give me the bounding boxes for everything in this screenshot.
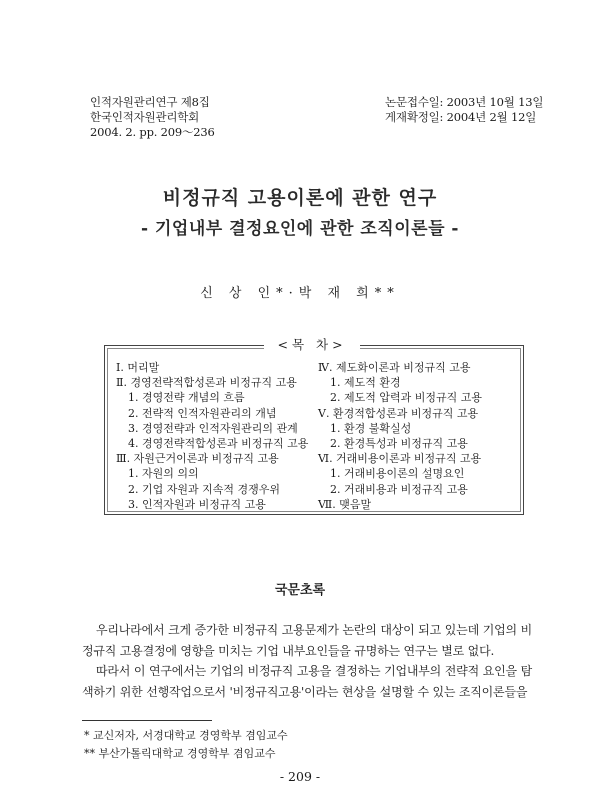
footnote-2: ** 부산가톨릭대학교 경영학부 겸임교수	[84, 747, 276, 760]
toc-item: 3. 인적자원과 비정규직 고용	[128, 497, 266, 511]
toc-item: 2. 환경특성과 비정규직 고용	[330, 437, 468, 451]
abstract-paragraph-2: 따라서 이 연구에서는 기업의 비정규직 고용을 결정하는 기업내부의 전략적 요인을 탐색하기 위한 선행작업으로서 '비정규직고용'이라는 현상을 설명할 수 있는 조직이론들을	[82, 664, 532, 699]
toc-item: 2. 제도적 압력과 비정규직 고용	[330, 391, 482, 405]
toc-item: 2. 전략적 인적자원관리의 개념	[128, 406, 277, 420]
paper-title: 비정규직 고용이론에 관한 연구	[162, 187, 438, 209]
toc-item: 2. 거래비용과 비정규직 고용	[330, 482, 468, 496]
issue-pages: 2004. 2. pp. 209～236	[90, 125, 215, 139]
toc-item: Ⅲ. 자원근거이론과 비정규직 고용	[116, 452, 279, 466]
received-date: 논문접수일: 2003년 10월 13일	[385, 95, 544, 109]
paper-subtitle: - 기업내부 결정요인에 관한 조직이론들 -	[141, 219, 459, 239]
footnote-divider	[82, 720, 212, 721]
submission-dates	[385, 95, 543, 125]
footnote-1: * 교신저자, 서경대학교 경영학부 겸임교수	[84, 729, 288, 742]
toc-heading: <목 차>	[264, 335, 360, 353]
toc-right-column	[318, 360, 482, 512]
abstract-heading: 국문초록	[274, 583, 326, 598]
toc-item: 3. 경영전략과 인적자원관리의 관계	[128, 421, 298, 435]
toc-item: 1. 환경 불확실성	[330, 421, 412, 435]
authors: 신 상 인*·박 재 희**	[200, 286, 400, 301]
toc-item: 2. 기업 자원과 지속적 경쟁우위	[128, 482, 280, 496]
toc-item: Ⅵ. 거래비용이론과 비정규직 고용	[318, 452, 482, 466]
accepted-date: 게재확정일: 2004년 2월 12일	[385, 110, 537, 124]
journal-name: 인적자원관리연구 제8집	[90, 95, 210, 109]
society-name: 한국인적자원관리학회	[90, 110, 200, 124]
toc-item: 4. 경영전략적합성론과 비정규직 고용	[128, 437, 309, 451]
toc-item: 1. 제도적 환경	[330, 376, 401, 390]
toc-left-column	[116, 360, 308, 512]
toc-item: Ⅶ. 맺음말	[318, 497, 372, 511]
journal-info	[90, 95, 215, 140]
abstract-paragraph-1: 우리나라에서 크게 증가한 비정규직 고용문제가 논란의 대상이 되고 있는데 기업의 비정규직 고용결정에 영향을 미치는 기업 내부요인들을 규명하는 연구는 별로 없다.	[82, 623, 532, 658]
toc-item: 1. 거래비용이론의 설명요인	[330, 467, 465, 481]
toc-item: Ⅰ. 머리말	[116, 361, 160, 374]
toc-item: 1. 경영전략 개념의 흐름	[128, 391, 245, 405]
toc-item: Ⅱ. 경영전략적합성론과 비정규직 고용	[116, 376, 297, 390]
toc-item: Ⅳ. 제도화이론과 비정규직 고용	[318, 361, 471, 374]
page-number: - 209 -	[279, 769, 321, 784]
toc-item: Ⅴ. 환경적합성론과 비정규직 고용	[318, 406, 479, 420]
toc-item: 1. 자원의 의의	[128, 467, 199, 481]
